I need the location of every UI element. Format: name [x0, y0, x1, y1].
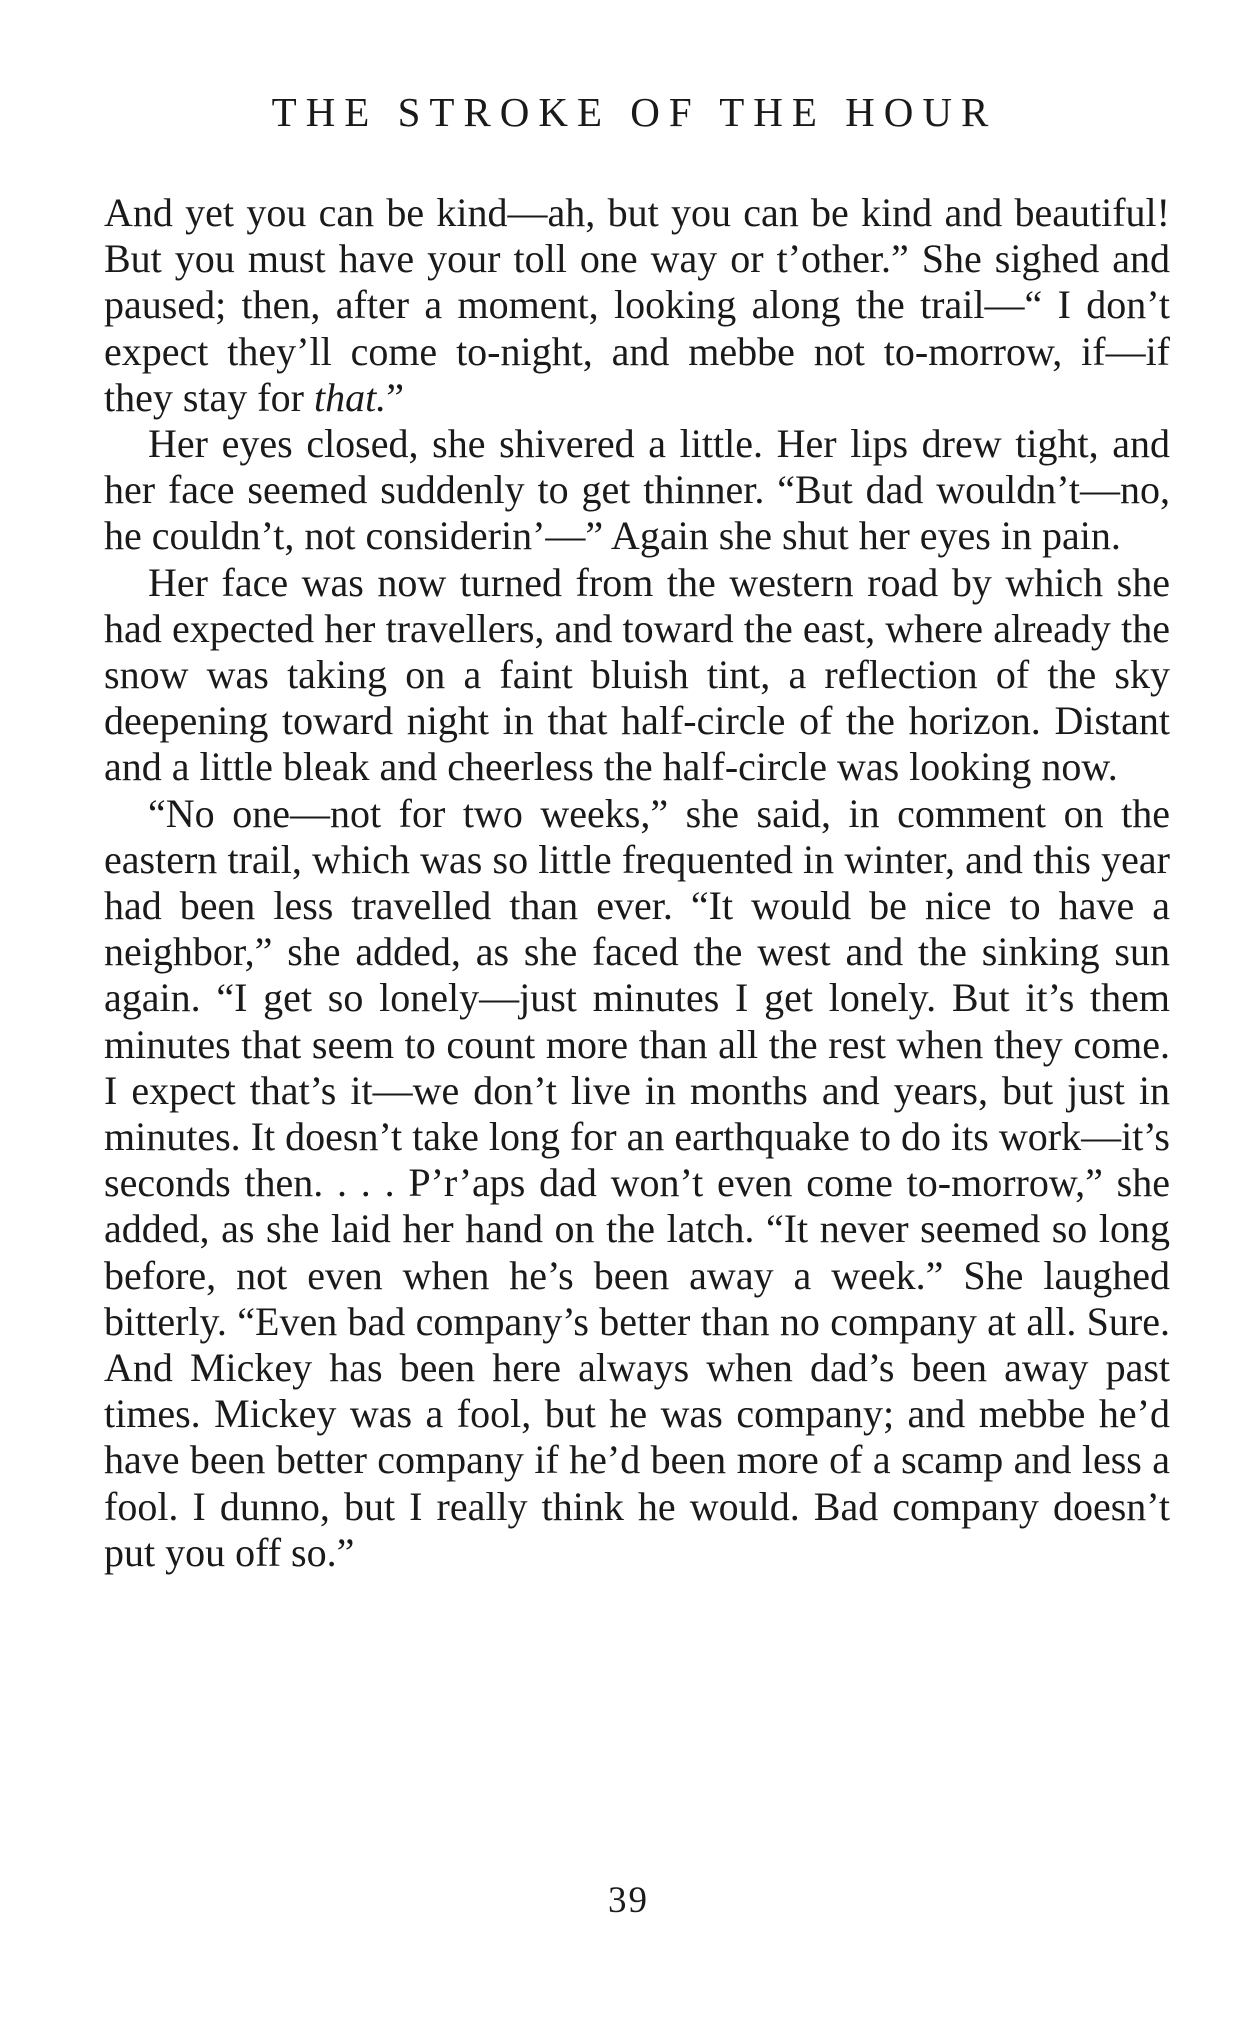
body-text: [104, 190, 1170, 1576]
paragraph-4: “No one—not for two weeks,” she said, in comment on the eastern trail, which was so little frequented in winter, and this year had been less travelled than ever. “It would be nice to have a neighbor,” she added, as she faced the west and the sinking sun again. “I get so lonely—just minutes I get lonely. But it’s them minutes that seem to count more than all the rest when they come. I expect that’s it—we don’t live in months and years, but just in minutes. It doesn’t take long for an earthquake to do its work—it’s seconds then. . . . P’r’aps dad won’t even come to-morrow,” she added, as she laid her hand on the latch. “It never seemed so long before, not even when he’s been away a week.” She laughed bitterly. “Even bad company’s better than no company at all. Sure. And Mickey has been here always when dad’s been away past times. Mickey was a fool, but he was company; and mebbe he’d have been better company if he’d been more of a scamp and less a fool. I dunno, but I really think he would. Bad company doesn’t put you off so.”: [104, 790, 1170, 1575]
paragraph-1: [104, 190, 1170, 421]
paragraph-2: Her eyes closed, she shivered a little. Her lips drew tight, and her face seemed suddenly to get thinner. “But dad wouldn’t—no, he couldn’t, not considerin’—” Again she shut her eyes in pain.: [104, 421, 1170, 559]
paragraph-1-closing-quote: ”: [386, 374, 404, 420]
running-head: THE STROKE OF THE HOUR: [271, 89, 998, 135]
paragraph-3: Her face was now turned from the western road by which she had expected her travellers, and toward the east, where already the snow was taking on a faint bluish tint, a reflection of the sky deepening toward night in that half-circle of the horizon. Distant and a little bleak and cheerless the half-circle was looking now.: [104, 559, 1170, 790]
page-number: 39: [608, 1880, 649, 1921]
paragraph-1-text: And yet you can be kind—ah, but you can be kind and beautiful! But you must have your toll one way or t’other.” She sighed and paused; then, after a moment, looking along the trail—“ I don’t expect they’ll come to-night, and mebbe not to-morrow, if—if they stay for: [104, 190, 1170, 420]
paragraph-1-emphasis: that.: [313, 374, 387, 420]
